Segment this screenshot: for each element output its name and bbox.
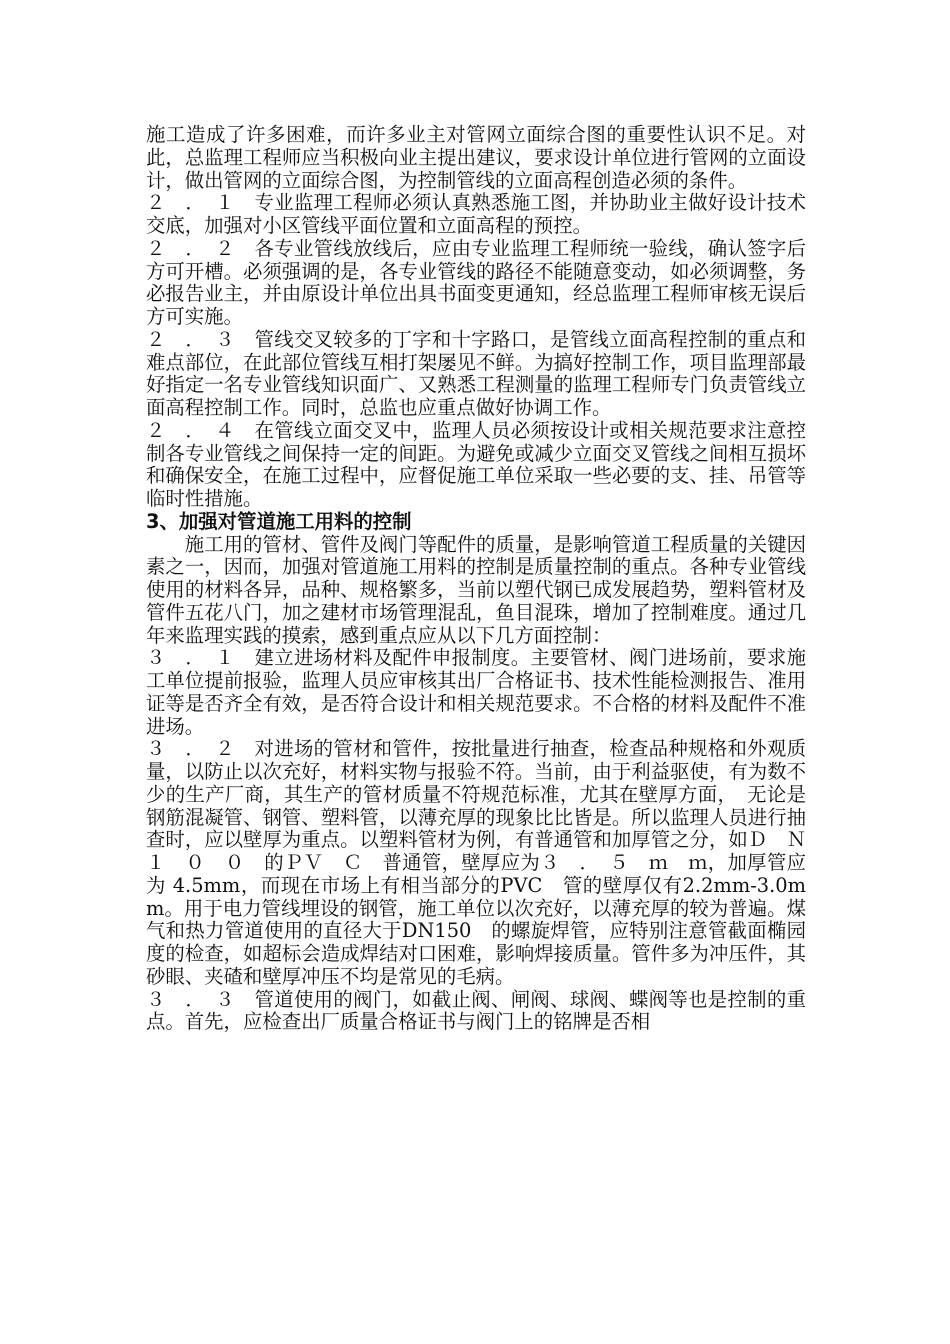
- item-3-3: ３ ． ３ 管道使用的阀门，如截止阀、闸阀、球阀、蝶阀等也是控制的重点。首先，应检查出厂质量合格证书与阀门上的铭牌是否相: [146, 987, 806, 1034]
- item-3-1: ３ ． １ 建立进场材料及配件申报制度。主要管材、阀门进场前，要求施工单位提前报验，监理人员应审核其出厂合格证书、技术性能检测报告、准用证等是否齐全有效，是否符合设计和相关规范要求。不合格的材料及配件不准进场。: [146, 646, 806, 738]
- item-2-1: ２ ． １ 专业监理工程师必须认真熟悉施工图，并协助业主做好设计技术交底，加强对小区管线平面位置和立面高程的预控。: [146, 191, 806, 237]
- document-page: [146, 123, 826, 1034]
- item-3-2: ３ ． ２ 对进场的管材和管件，按批量进行抽查，检查品种规格和外观质量，以防止以次充好，材料实物与报验不符。当前，由于利益驱使，有为数不少的生产厂商，其生产的管材质量不符规范标准，尤其在壁厚方面， 无论是钢筋混凝管、钢管、塑料管，以薄充厚的现象比比皆是。所以监理人员进行抽查时，应以壁厚为重点。以塑料管材为例，有普通管和加厚管之分，如Ｄ Ｎ １ ０ ０ 的ＰＶ Ｃ 普通管，壁厚应为３ ． ５ ｍ ｍ，加厚管应为 4.5mm，而现在市场上有相当部分的PVC 管的壁厚仅有2.2mm-3.0mm。用于电力管线埋设的钢管，施工单位以次充好，以薄充厚的较为普遍。煤气和热力管道使用的直径大于DN150 的螺旋焊管，应特别注意管截面椭园度的检查，如超标会造成焊结对口困难，影响焊接质量。管件多为冲压件，其砂眼、夹碴和壁厚冲压不均是常见的毛病。: [146, 737, 826, 988]
- item-2-3: ２ ． ３ 管线交叉较多的丁字和十字路口，是管线立面高程控制的重点和难点部位，在此部位管线互相打架屡见不鲜。为搞好控制工作，项目监理部最好指定一名专业管线知识面广、又熟悉工程测量的监理工程师专门负责管线立面高程控制工作。同时，总监也应重点做好协调工作。: [146, 327, 806, 419]
- intro-paragraph: 施工造成了许多困难，而许多业主对管网立面综合图的重要性认识不足。对此，总监理工程师应当积极向业主提出建议，要求设计单位进行管网的立面设计，做出管网的立面综合图，为控制管线的立面高程创造必须的条件。: [146, 123, 806, 192]
- item-2-2: ２ ． ２ 各专业管线放线后，应由专业监理工程师统一验线，确认签字后方可开槽。必须强调的是，各专业管线的路径不能随意变动，如必须调整，务必报告业主，并由原设计单位出具书面变更通知，经总监理工程师审核无误后方可实施。: [146, 236, 806, 328]
- section-3-intro: 施工用的管材、管件及阀门等配件的质量，是影响管道工程质量的关键因素之一，因而，加强对管道施工用料的控制是质量控制的重点。各种专业管线使用的材料各异，品种、规格繁多，当前以塑代钢已成发展趋势，塑料管材及管件五花八门，加之建材市场管理混乱，鱼目混珠，增加了控制难度。通过几年来监理实践的摸索，感到重点应从以下几方面控制：: [146, 532, 806, 647]
- item-2-4: ２ ． ４ 在管线立面交叉中，监理人员必须按设计或相关规范要求注意控制各专业管线之间保持一定的间距。为避免或减少立面交叉管线之间相互损坏和确保安全，在施工过程中，应督促施工单位采取一些必要的支、挂、吊管等临时性措施。: [146, 418, 806, 510]
- section-3-heading: 3、加强对管道施工用料的控制: [146, 509, 412, 533]
